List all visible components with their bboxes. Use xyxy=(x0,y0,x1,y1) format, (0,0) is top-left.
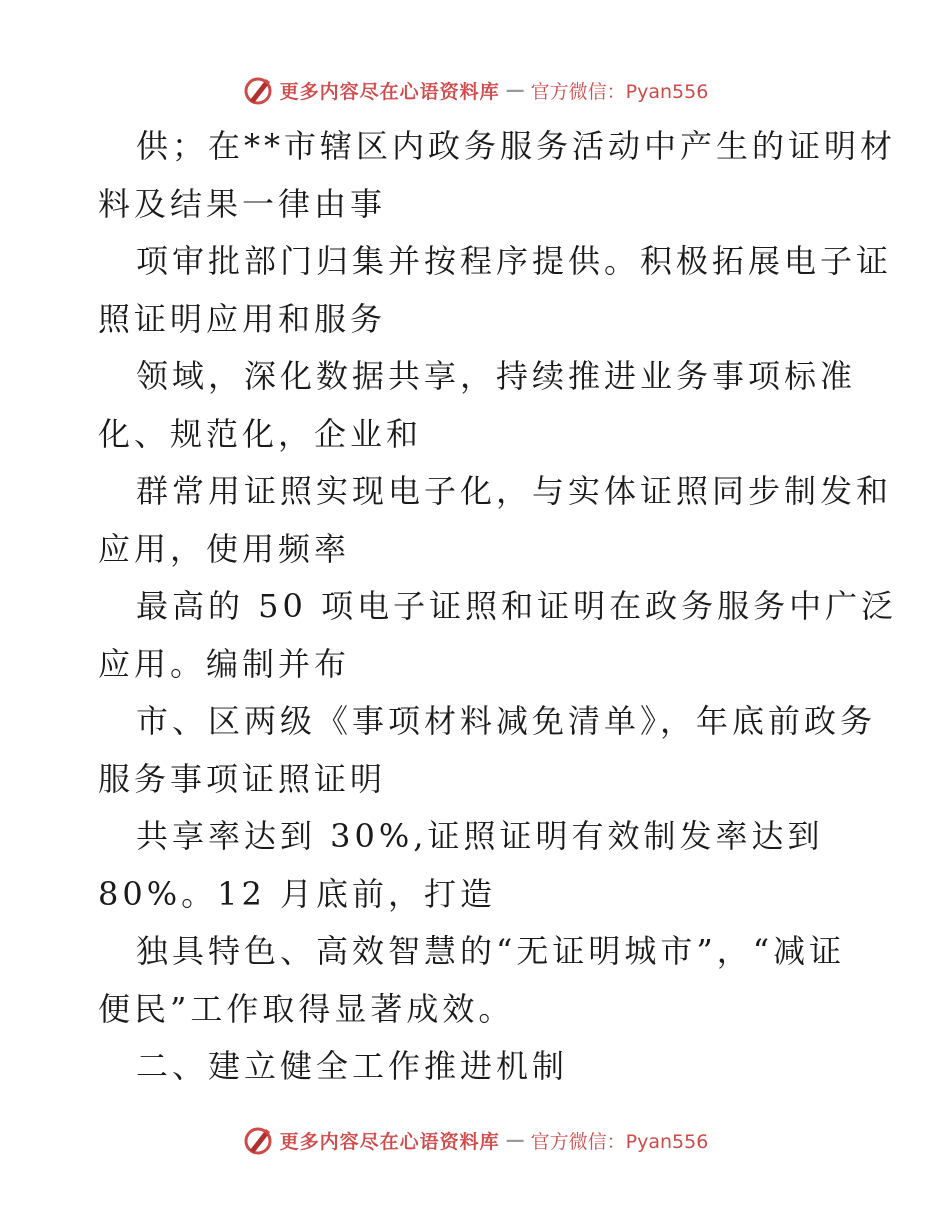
text-line: 独具特色、高效智慧的“无证明城市”，“减证 xyxy=(136,932,846,970)
header-watermark xyxy=(0,70,950,110)
document-body xyxy=(98,118,898,1096)
watermark-brand: 更多内容尽在心语资料库 xyxy=(279,1130,500,1153)
pen-circle-icon xyxy=(242,74,274,106)
watermark-contact: 官方微信：Pyan556 xyxy=(530,80,709,103)
watermark-separator: — xyxy=(505,1129,525,1151)
pen-circle-icon xyxy=(242,1124,274,1156)
watermark-contact: 官方微信：Pyan556 xyxy=(530,1130,709,1153)
text-line: 项审批部门归集并按程序提供。积极拓展电子证 xyxy=(136,242,893,280)
text-line: 领域，深化数据共享，持续推进业务事项标准 xyxy=(136,357,857,395)
text-line: 料及结果一律由事 xyxy=(98,184,387,223)
watermark-separator: — xyxy=(505,79,525,101)
text-line: 应用，使用频率 xyxy=(98,529,351,568)
section-heading: 二、建立健全工作推进机制 xyxy=(136,1047,569,1085)
text-line: 最高的 50 项电子证照和证明在政务服务中广泛 xyxy=(136,587,898,625)
text-line: 供；在**市辖区内政务服务活动中产生的证明材 xyxy=(136,127,897,165)
text-line: 80%。12 月底前，打造 xyxy=(98,874,497,913)
footer-watermark xyxy=(0,1120,950,1160)
text-line: 化、规范化，企业和 xyxy=(98,414,423,453)
text-line: 便民”工作取得显著成效。 xyxy=(98,989,515,1028)
text-line: 市、区两级《事项材料减免清单》，年底前政务 xyxy=(136,702,877,740)
watermark-brand: 更多内容尽在心语资料库 xyxy=(279,80,500,103)
text-line: 照证明应用和服务 xyxy=(98,299,387,338)
text-line: 群常用证照实现电子化，与实体证照同步制发和 xyxy=(136,472,893,510)
text-line: 服务事项证照证明 xyxy=(98,759,387,798)
text-line: 应用。编制并布 xyxy=(98,644,351,683)
text-line: 共享率达到 30%,证照证明有效制发率达到 xyxy=(136,817,824,855)
